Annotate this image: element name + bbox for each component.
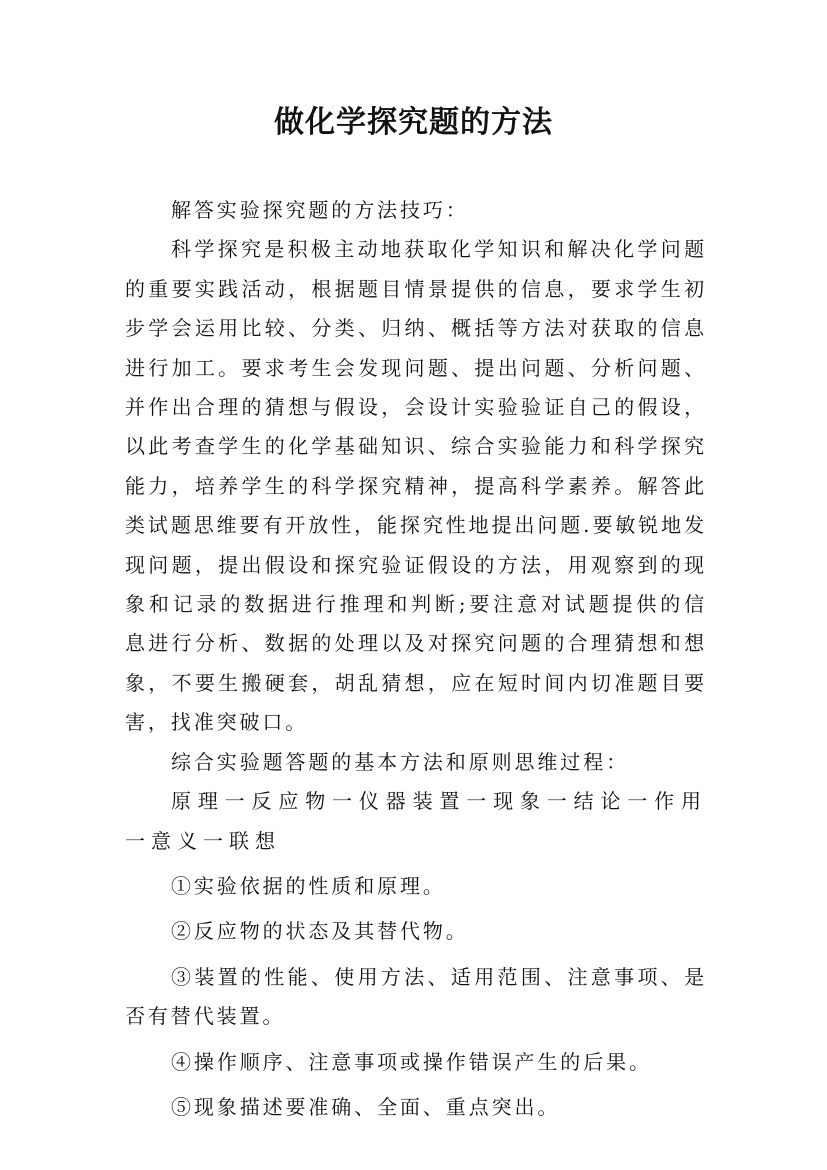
list-item: ①实验依据的性质和原理。 — [171, 873, 446, 898]
paragraph-main-text: 科学探究是积极主动地获取化学知识和解决化学问题的重要实践活动，根据题目情景提供的信息，要求学生初步学会运用比较、分类、归纳、概括等方法对获取的信息进行加工。要求考生会发现问题、提出问题、分析问题、并作出合理的猜想与假设，会设计实验验证自己的假设，以此考查学生的化学基础知识、综合实验能力和科学探究能力，培养学生的科学探究精神，提高科学素养。解答此类试题思维要有开放性，能探究性地提出问题.要敏锐地发现问题，提出假设和探究验证假设的方法，用观察到的现象和记录的数据进行推理和判断;要注意对试题提供的信息进行分析、数据的处理以及对探究问题的合理猜想和想象，不要生搬硬套，胡乱猜想，应在短时间内切准题目要害，找准突破口。 — [125, 237, 707, 735]
paragraph-method-heading: 综合实验题答题的基本方法和原则思维过程： — [171, 749, 629, 774]
paragraph-thinking-process: 原理一反应物一仪器装置一现象一结论一作用一意义一联想 — [125, 789, 707, 853]
document-body — [125, 191, 707, 1127]
list-item: ③装置的性能、使用方法、适用范围、注意事项、是否有替代装置。 — [125, 964, 707, 1029]
paragraph-intro-heading: 解答实验探究题的方法技巧： — [171, 198, 469, 222]
list-item: ②反应物的状态及其替代物。 — [171, 919, 469, 944]
list-item: ④操作顺序、注意事项或操作错误产生的后果。 — [171, 1049, 652, 1074]
document-title: 做化学探究题的方法 — [274, 105, 553, 140]
list-item: ⑤现象描述要准确、全面、重点突出。 — [171, 1094, 561, 1119]
